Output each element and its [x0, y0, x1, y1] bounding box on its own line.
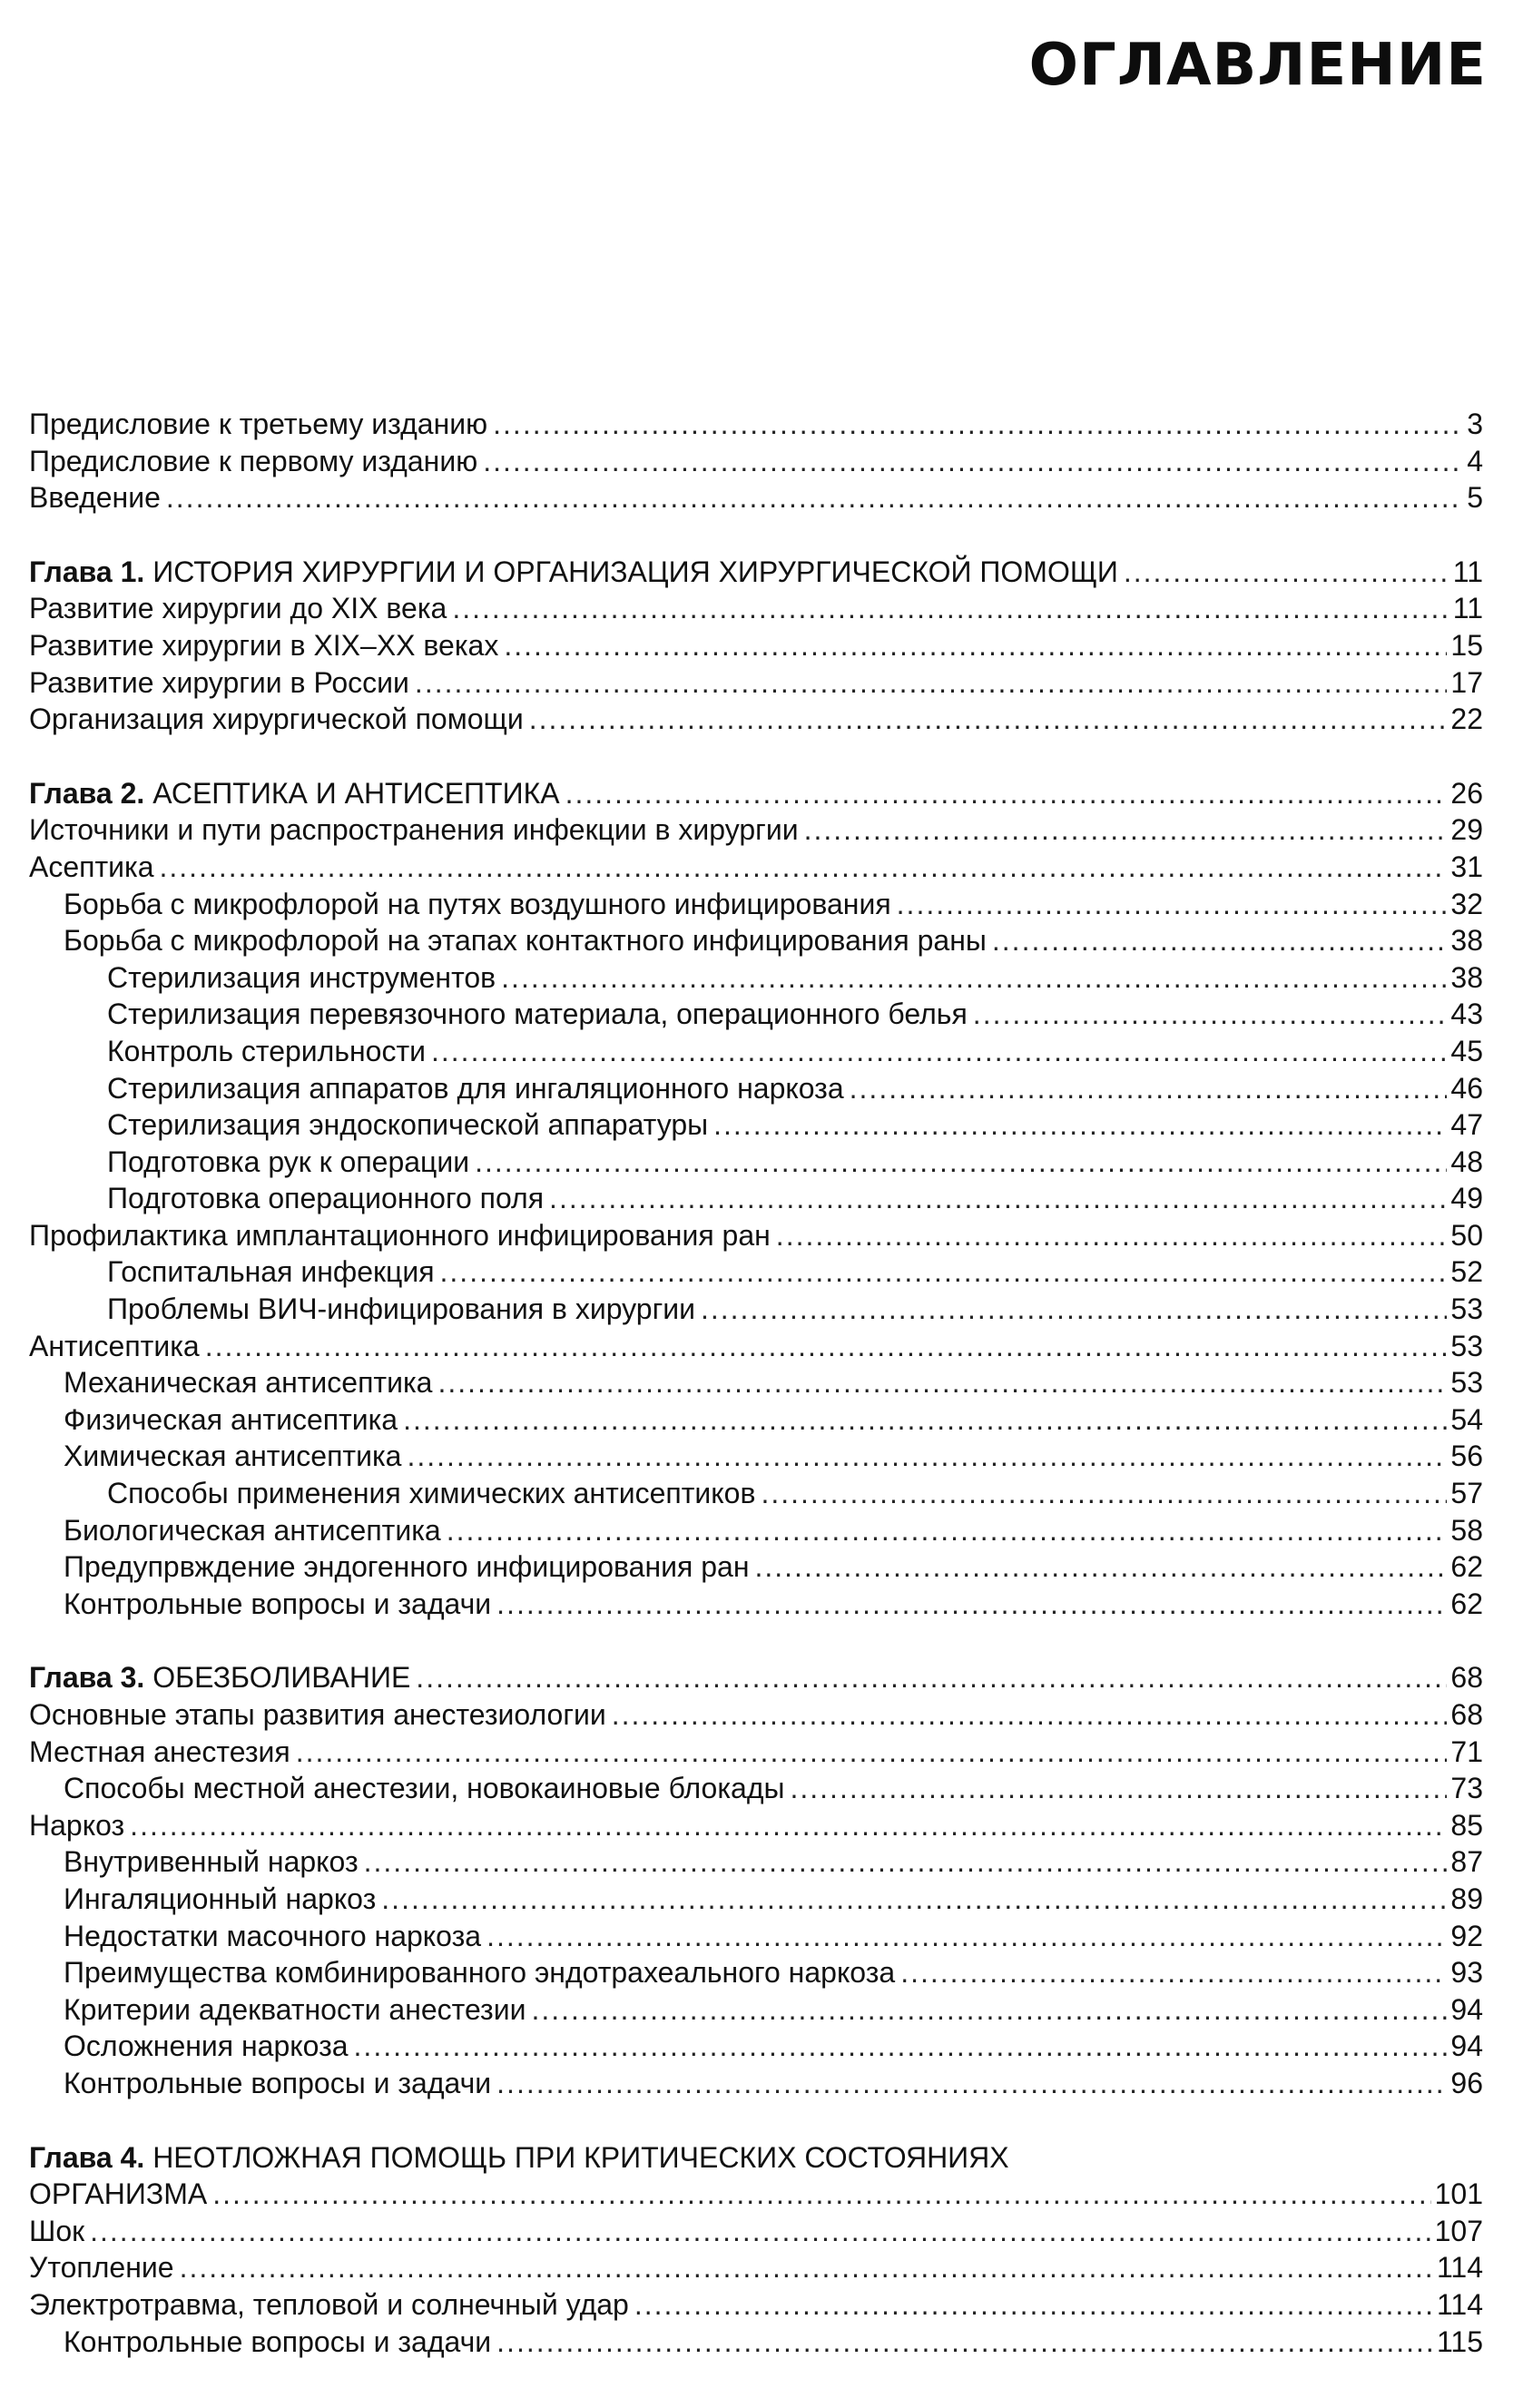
toc-entry-title: Источники и пути распространения инфекции в хирургии	[29, 813, 799, 847]
toc-entry-title: Предисловие к третьему изданию	[29, 408, 488, 440]
toc-entry-title: Основные этапы развития анестезиологии	[29, 1698, 606, 1731]
toc-entry-title: Госпитальная инфекция	[107, 1255, 435, 1289]
dot-leader	[296, 1734, 1448, 1771]
toc-entry[interactable]	[29, 2028, 1483, 2065]
page-number: 89	[1450, 1882, 1483, 1915]
chapter-label: Глава 4.	[29, 2140, 145, 2174]
page-number: 22	[1450, 703, 1483, 736]
dot-leader	[166, 479, 1459, 516]
toc-entry[interactable]	[29, 2213, 1483, 2250]
page-number: 4	[1467, 444, 1483, 477]
page-number: 73	[1450, 1772, 1483, 1805]
toc-entry[interactable]	[29, 1180, 1483, 1217]
chapter-heading[interactable]	[29, 1659, 1483, 1696]
page-number: 38	[1450, 924, 1483, 958]
toc-entry[interactable]	[29, 1144, 1483, 1181]
chapter-title: ОБЕЗБОЛИВАНИЕ	[152, 1661, 411, 1695]
dot-leader	[761, 1475, 1447, 1512]
page-number: 87	[1450, 1845, 1483, 1879]
toc-entry[interactable]	[29, 2249, 1483, 2286]
page-number: 94	[1450, 1992, 1483, 2026]
page-number: 94	[1450, 2030, 1483, 2063]
page-number: 15	[1450, 628, 1483, 662]
dot-leader	[612, 1696, 1448, 1734]
toc-entry[interactable]	[29, 2176, 1483, 2213]
page-number: 11	[1452, 592, 1483, 625]
toc-entry-title: Местная анестезия	[29, 1735, 290, 1768]
page-number: 48	[1450, 1145, 1483, 1178]
toc-entry-title: Стерилизация эндоскопической аппаратуры	[107, 1108, 709, 1142]
page-number: 92	[1450, 1919, 1483, 1952]
dot-leader	[403, 1401, 1447, 1439]
dot-leader	[713, 1106, 1447, 1144]
dot-leader	[850, 1070, 1448, 1107]
dot-leader	[549, 1180, 1447, 1217]
chapter-heading[interactable]	[29, 554, 1483, 591]
chapter-heading-text	[29, 1659, 410, 1696]
page-number: 53	[1450, 1329, 1483, 1362]
toc-group	[29, 2139, 1483, 2361]
dot-leader	[180, 2249, 1433, 2286]
page-number: 29	[1450, 813, 1483, 847]
page-number: 114	[1436, 2287, 1483, 2321]
dot-leader	[205, 1328, 1448, 1365]
page-number: 107	[1434, 2214, 1483, 2247]
dot-leader	[415, 664, 1447, 702]
toc-entry-title: Недостатки масочного наркоза	[64, 1919, 482, 1952]
dot-leader	[483, 443, 1459, 480]
toc-entry-title: Профилактика имплантационного инфицирования ран	[29, 1218, 771, 1252]
toc-entry-title: Антисептика	[29, 1329, 200, 1362]
toc-entry[interactable]	[29, 664, 1483, 702]
page-number: 58	[1450, 1513, 1483, 1547]
dot-leader	[407, 1438, 1447, 1475]
page-number: 53	[1450, 1366, 1483, 1400]
dot-leader	[90, 2213, 1430, 2250]
toc-entry-title: Ингаляционный наркоз	[64, 1882, 377, 1915]
toc-group	[29, 1659, 1483, 2101]
toc-entry-title: Предисловие к первому изданию	[29, 444, 478, 477]
dot-leader	[776, 1217, 1448, 1254]
toc-entry-title: Организация хирургической помощи	[29, 703, 524, 736]
dot-leader	[364, 1843, 1448, 1881]
page-number: 11	[1452, 555, 1483, 588]
toc-entry[interactable]	[29, 1401, 1483, 1439]
chapter-title: ИСТОРИЯ ХИРУРГИИ И ОРГАНИЗАЦИЯ ХИРУРГИЧЕСКОЙ ПОМОЩИ	[152, 555, 1118, 588]
toc-entry[interactable]	[29, 996, 1483, 1033]
dot-leader	[160, 849, 1448, 886]
dot-leader	[212, 2176, 1430, 2213]
dot-leader	[900, 1954, 1447, 1991]
dot-leader	[486, 1918, 1447, 1955]
toc-entry[interactable]	[29, 2286, 1483, 2324]
chapter-heading	[29, 2139, 1483, 2177]
toc-entry-title: Наркоз	[29, 1808, 125, 1842]
toc-entry-title: Способы местной анестезии, новокаиновые блокады	[64, 1772, 785, 1805]
toc-entry[interactable]	[29, 1770, 1483, 1807]
page-number: 43	[1450, 998, 1483, 1031]
page-number: 85	[1450, 1808, 1483, 1842]
page-number: 47	[1450, 1108, 1483, 1142]
toc-entry-title: Контрольные вопросы и задачи	[64, 2066, 492, 2099]
toc-entry[interactable]	[29, 959, 1483, 997]
dot-leader	[634, 2286, 1433, 2324]
dot-leader	[381, 1881, 1447, 1918]
toc-entry-title: Утопление	[29, 2251, 174, 2285]
page-number: 62	[1450, 1550, 1483, 1584]
page-number: 45	[1450, 1034, 1483, 1067]
toc-entry-title: Критерии адекватности анестезии	[64, 1992, 526, 2026]
toc-entry[interactable]	[29, 1734, 1483, 1771]
page-number: 53	[1450, 1292, 1483, 1326]
toc-entry[interactable]	[29, 701, 1483, 738]
dot-leader	[447, 1512, 1448, 1549]
toc-group	[29, 775, 1483, 1623]
dot-leader	[504, 627, 1447, 664]
dot-leader	[496, 2065, 1447, 2102]
chapter-heading-text	[29, 775, 560, 812]
toc-entry-title: Развитие хирургии в России	[29, 665, 409, 699]
toc-entry[interactable]	[29, 1586, 1483, 1623]
dot-leader	[354, 2028, 1448, 2065]
page-number: 57	[1450, 1477, 1483, 1510]
chapter-title: НЕОТЛОЖНАЯ ПОМОЩЬ ПРИ КРИТИЧЕСКИХ СОСТОЯНИЯХ	[152, 2140, 1009, 2174]
toc-entry-title: Асептика	[29, 850, 154, 883]
toc-entry[interactable]	[29, 406, 1483, 443]
dot-leader	[416, 1659, 1447, 1696]
toc-entry-title: Осложнения наркоза	[64, 2030, 349, 2063]
page-number: 5	[1467, 481, 1483, 515]
toc-entry[interactable]	[29, 1881, 1483, 1918]
toc-entry-title: Борьба с микрофлорой на этапах контактного инфицирования раны	[64, 924, 987, 958]
toc-entry-title: Способы применения химических антисептиков	[107, 1477, 756, 1510]
toc-entry[interactable]	[29, 1548, 1483, 1586]
toc-entry[interactable]	[29, 1475, 1483, 1512]
page-number: 54	[1450, 1402, 1483, 1436]
toc-entry[interactable]	[29, 1033, 1483, 1070]
toc-entry-title: Физическая антисептика	[64, 1402, 398, 1436]
toc-entry[interactable]	[29, 443, 1483, 480]
toc-entry-title: Стерилизация инструментов	[107, 960, 496, 994]
toc-entry[interactable]	[29, 1291, 1483, 1328]
table-of-contents	[29, 406, 1483, 2397]
toc-entry-title: Подготовка рук к операции	[107, 1145, 470, 1178]
toc-entry[interactable]	[29, 1843, 1483, 1881]
page-number: 31	[1450, 850, 1483, 883]
chapter-heading-text	[29, 554, 1118, 591]
toc-entry-title: Механическая антисептика	[64, 1366, 433, 1400]
dot-leader	[440, 1253, 1448, 1291]
toc-entry[interactable]	[29, 1217, 1483, 1254]
page-number: 46	[1450, 1071, 1483, 1105]
toc-entry-title: Внутривенный наркоз	[64, 1845, 359, 1879]
toc-entry-title: Преимущества комбинированного эндотрахеального наркоза	[64, 1956, 896, 1990]
dot-leader	[452, 590, 1449, 627]
toc-entry-title: Подготовка операционного поля	[107, 1182, 545, 1215]
toc-entry-title: Контрольные вопросы и задачи	[64, 2324, 492, 2358]
dot-leader	[493, 406, 1459, 443]
page-number: 26	[1450, 776, 1483, 810]
toc-entry[interactable]	[29, 1807, 1483, 1844]
toc-entry[interactable]	[29, 849, 1483, 886]
page-number: 114	[1436, 2251, 1483, 2285]
toc-entry[interactable]	[29, 1070, 1483, 1107]
toc-group	[29, 406, 1483, 516]
toc-group	[29, 554, 1483, 738]
toc-entry[interactable]	[29, 1438, 1483, 1475]
dot-leader	[992, 922, 1448, 959]
dot-leader	[565, 775, 1448, 812]
page-number: 93	[1450, 1956, 1483, 1990]
dot-leader	[973, 996, 1448, 1033]
toc-entry[interactable]	[29, 922, 1483, 959]
toc-entry[interactable]	[29, 1328, 1483, 1365]
page-number: 68	[1450, 1698, 1483, 1731]
page-number: 50	[1450, 1218, 1483, 1252]
toc-entry-title: Стерилизация перевязочного материала, операционного белья	[107, 998, 968, 1031]
page-number: 32	[1450, 887, 1483, 920]
toc-entry[interactable]	[29, 886, 1483, 923]
page-number: 62	[1450, 1587, 1483, 1620]
dot-leader	[701, 1291, 1447, 1328]
toc-entry[interactable]	[29, 1696, 1483, 1734]
toc-entry[interactable]	[29, 1954, 1483, 1991]
toc-entry-title: Развитие хирургии до XIX века	[29, 592, 447, 625]
toc-entry-title: Контроль стерильности	[107, 1034, 426, 1067]
dot-leader	[531, 1991, 1447, 2029]
toc-entry[interactable]	[29, 627, 1483, 664]
dot-leader	[437, 1364, 1447, 1401]
toc-entry-title: Стерилизация аппаратов для ингаляционного наркоза	[107, 1071, 844, 1105]
dot-leader	[897, 886, 1448, 923]
page-number: 115	[1436, 2324, 1483, 2358]
chapter-label: Глава 3.	[29, 1661, 145, 1695]
page-number: 38	[1450, 960, 1483, 994]
toc-entry-title: Контрольные вопросы и задачи	[64, 1587, 492, 1620]
page-number: 52	[1450, 1255, 1483, 1289]
page-number: 17	[1450, 665, 1483, 699]
toc-entry[interactable]	[29, 479, 1483, 516]
dot-leader	[1124, 554, 1449, 591]
toc-entry-title: Шок	[29, 2214, 85, 2247]
dot-leader	[804, 811, 1448, 849]
toc-entry-title: Электротравма, тепловой и солнечный удар	[29, 2287, 629, 2321]
chapter-label: Глава 2.	[29, 776, 145, 810]
page-number: 3	[1467, 408, 1483, 440]
page-number: 68	[1450, 1661, 1483, 1695]
page-number: 96	[1450, 2066, 1483, 2099]
toc-entry[interactable]	[29, 1364, 1483, 1401]
toc-entry[interactable]	[29, 1253, 1483, 1291]
dot-leader	[754, 1548, 1447, 1586]
toc-entry[interactable]	[29, 590, 1483, 627]
toc-entry-title: Борьба с микрофлорой на путях воздушного инфицирования	[64, 887, 891, 920]
toc-entry[interactable]	[29, 811, 1483, 849]
page-title: ОГЛАВЛЕНИЕ	[1028, 32, 1487, 99]
toc-entry-title: Введение	[29, 481, 161, 515]
dot-leader	[790, 1770, 1447, 1807]
toc-entry-title: Проблемы ВИЧ-инфицирования в хирургии	[107, 1292, 695, 1326]
chapter-heading[interactable]	[29, 775, 1483, 812]
chapter-title: АСЕПТИКА И АНТИСЕПТИКА	[152, 776, 560, 810]
toc-entry-title: Развитие хирургии в XIX–XX веках	[29, 628, 499, 662]
toc-entry[interactable]	[29, 1991, 1483, 2029]
dot-leader	[431, 1033, 1447, 1070]
dot-leader	[496, 2324, 1433, 2361]
toc-entry[interactable]	[29, 1918, 1483, 1955]
toc-entry[interactable]	[29, 1512, 1483, 1549]
toc-entry[interactable]	[29, 1106, 1483, 1144]
page-number: 101	[1434, 2177, 1483, 2211]
toc-entry-title: Химическая антисептика	[64, 1440, 402, 1473]
chapter-label: Глава 1.	[29, 555, 145, 588]
page-number: 56	[1450, 1440, 1483, 1473]
dot-leader	[130, 1807, 1447, 1844]
toc-entry[interactable]	[29, 2324, 1483, 2361]
toc-entry[interactable]	[29, 2065, 1483, 2102]
dot-leader	[496, 1586, 1447, 1623]
dot-leader	[501, 959, 1447, 997]
chapter-title-continued: ОРГАНИЗМА	[29, 2177, 208, 2211]
dot-leader	[475, 1144, 1447, 1181]
toc-entry-title: Биологическая антисептика	[64, 1513, 441, 1547]
toc-entry-title: Предупрвждение эндогенного инфицирования ран	[64, 1550, 750, 1584]
page-number: 49	[1450, 1182, 1483, 1215]
dot-leader	[529, 701, 1448, 738]
page-number: 71	[1450, 1735, 1483, 1768]
